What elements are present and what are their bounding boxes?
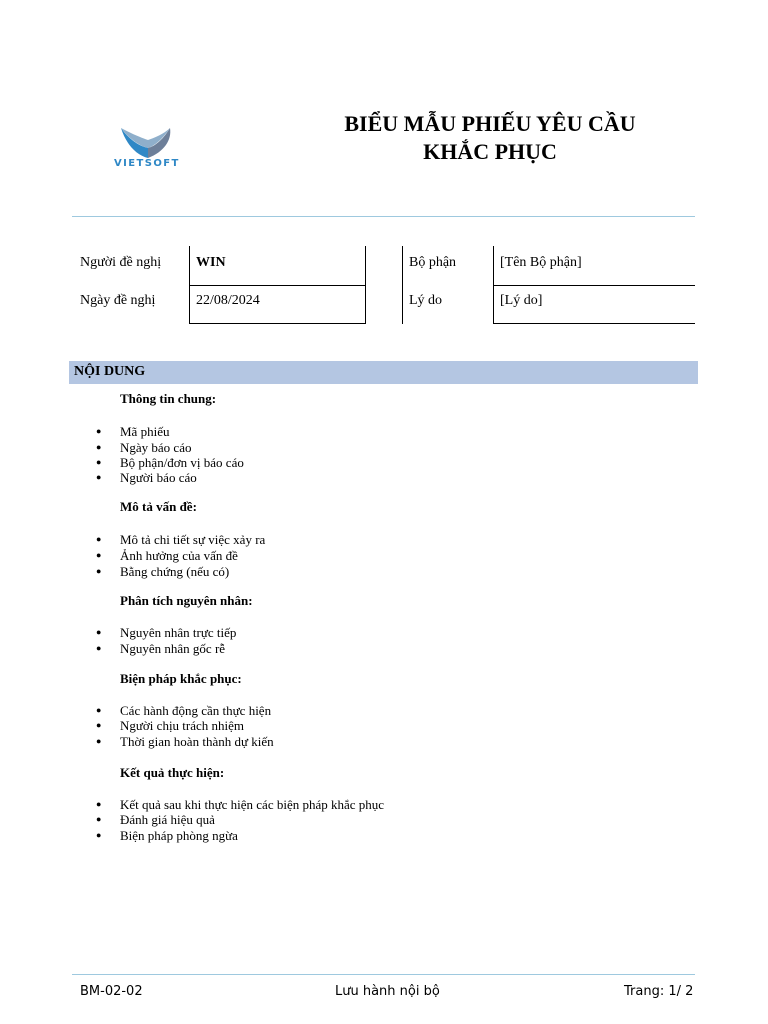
document-title [300,110,680,166]
circulation-note: Lưu hành nội bộ [335,984,440,999]
footer-divider [72,974,695,975]
bullet-icon: ● [96,534,102,544]
bullet-icon: ● [96,566,102,576]
bullet-icon: ● [96,705,102,715]
table-vline [402,246,403,324]
table-vline [365,246,366,324]
bullet-icon: ● [96,457,102,467]
group-heading: Mô tả vấn đề: [120,499,197,514]
list-item: Ảnh hưởng của vấn đề [120,548,238,563]
page-number: Trang: 1/ 2 [624,984,694,999]
list-item: Mô tả chi tiết sự việc xảy ra [120,532,266,547]
table-hline [189,285,365,286]
list-item: Nguyên nhân trực tiếp [120,625,237,640]
list-item: Biện pháp phòng ngừa [120,828,238,843]
table-hline [189,323,365,324]
list-item: Bộ phận/đơn vị báo cáo [120,455,244,470]
group-heading: Thông tin chung: [120,391,217,406]
list-item: Người chịu trách nhiệm [120,718,245,733]
title-line-1: BIỂU MẪU PHIẾU YÊU CẦU [344,111,636,136]
bullet-icon: ● [96,472,102,482]
section-title: NỘI DUNG [74,364,146,379]
reason-label: Lý do [409,293,443,308]
group-heading: Biện pháp khắc phục: [120,671,242,686]
date-value: 22/08/2024 [196,293,260,308]
date-label: Ngày đề nghị [80,293,156,308]
bullet-icon: ● [96,627,102,637]
list-item: Các hành động cần thực hiện [120,703,272,718]
requester-label: Người đề nghị [80,255,162,270]
group-heading: Kết quả thực hiện: [120,765,225,780]
list-item: Kết quả sau khi thực hiện các biện pháp khắc phục [120,797,385,812]
bullet-icon: ● [96,814,102,824]
bullet-icon: ● [96,720,102,730]
bullet-icon: ● [96,830,102,840]
list-item: Ngày báo cáo [120,440,192,455]
list-item: Đánh giá hiệu quả [120,812,215,827]
department-value: [Tên Bộ phận] [500,255,582,270]
bullet-icon: ● [96,799,102,809]
form-code: BM-02-02 [80,984,143,999]
reason-value: [Lý do] [500,293,543,308]
table-hline [493,323,695,324]
bullet-icon: ● [96,550,102,560]
group-heading: Phân tích nguyên nhân: [120,593,253,608]
header-divider [72,216,695,217]
bullet-icon: ● [96,426,102,436]
bullet-icon: ● [96,643,102,653]
department-label: Bộ phận [409,255,457,270]
request-info-table [72,246,695,324]
bullet-icon: ● [96,442,102,452]
bullet-icon: ● [96,736,102,746]
list-item: Người báo cáo [120,470,197,485]
table-hline [493,285,695,286]
section-header [69,361,698,384]
title-line-2: KHẮC PHỤC [423,139,557,164]
list-item: Nguyên nhân gốc rễ [120,641,226,656]
list-item: Bằng chứng (nếu có) [120,564,230,579]
list-item: Mã phiếu [120,424,170,439]
list-item: Thời gian hoàn thành dự kiến [120,734,274,749]
logo-text: VIETSOFT [114,158,180,169]
requester-value: WIN [196,255,226,270]
